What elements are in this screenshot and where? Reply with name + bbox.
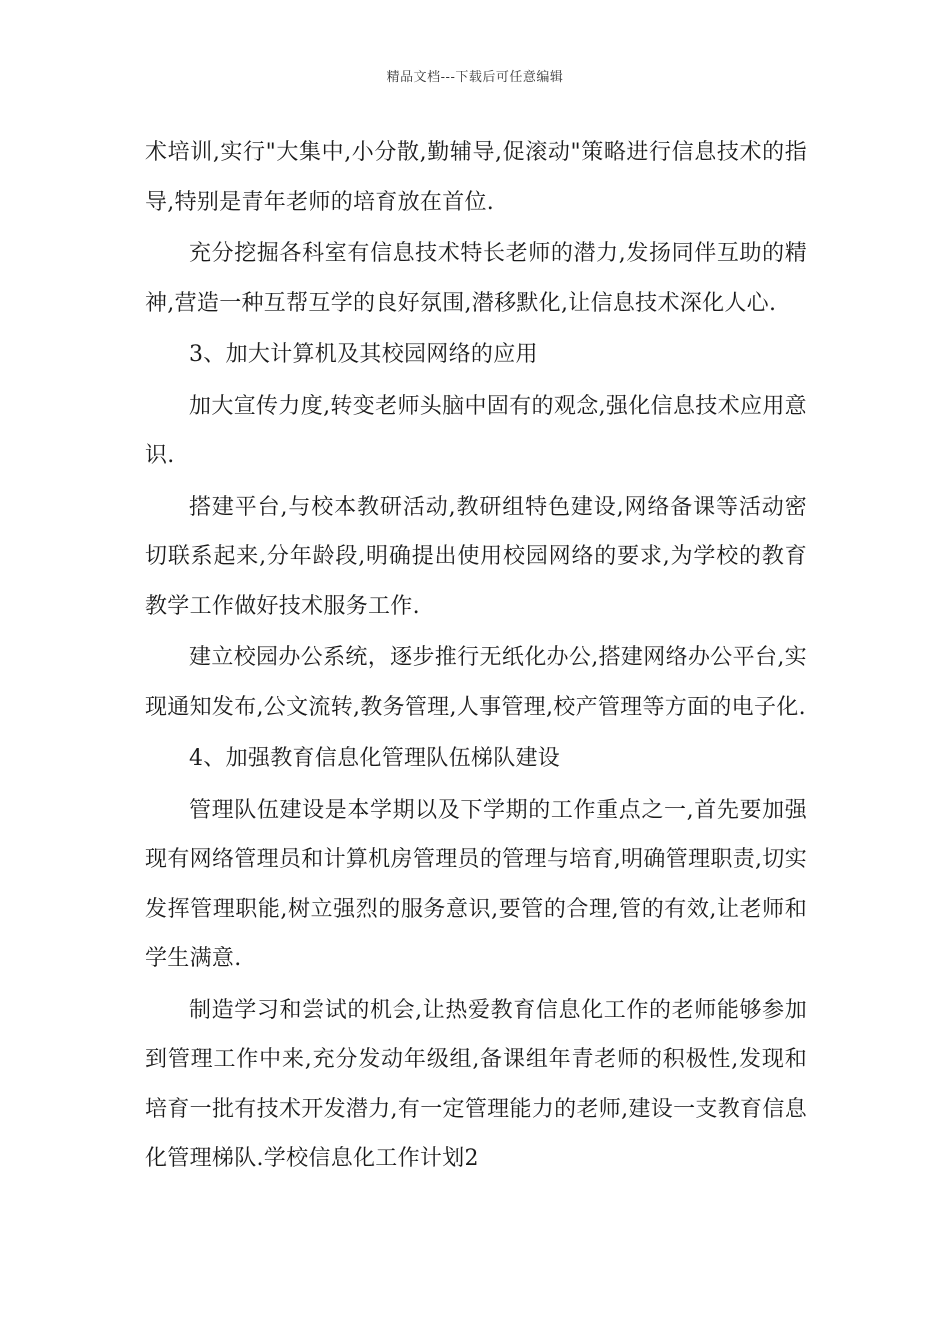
section-heading: 4、加强教育信息化管理队伍梯队建设: [189, 746, 561, 771]
section-heading: 3、加大计算机及其校园网络的应用: [189, 342, 538, 367]
paragraph: 建立校园办公系统，逐步推行无纸化办公,搭建网络办公平台,实现通知发布,公文流转,教务管理,人事管理,校产管理等方面的电子化.: [145, 645, 807, 720]
paragraph: 搭建平台,与校本教研活动,教研组特色建设,网络备课等活动密切联系起来,分年龄段,明确提出使用校园网络的要求,为学校的教育教学工作做好技术服务工作.: [145, 494, 807, 619]
document-body: [145, 128, 807, 1186]
paragraph: 充分挖掘各科室有信息技术特长老师的潜力,发扬同伴互助的精神,营造一种互帮互学的良好氛围,潜移默化,让信息技术深化人心.: [145, 241, 807, 316]
page-header: 精品文档---下载后可任意编辑: [386, 70, 564, 85]
paragraph-continuation: 术培训,实行"大集中,小分散,勤辅导,促滚动"策略进行信息技术的指导,特别是青年老师的培育放在首位.: [145, 140, 807, 215]
paragraph: 制造学习和尝试的机会,让热爱教育信息化工作的老师能够参加到管理工作中来,充分发动年级组,备课组年青老师的积极性,发现和培育一批有技术开发潜力,有一定管理能力的老师,建设一支教育信息化管理梯队.学校信息化工作计划2: [145, 997, 807, 1171]
paragraph: 加大宣传力度,转变老师头脑中固有的观念,强化信息技术应用意识.: [145, 393, 807, 468]
paragraph: 管理队伍建设是本学期以及下学期的工作重点之一,首先要加强现有网络管理员和计算机房管理员的管理与培育,明确管理职责,切实发挥管理职能,树立强烈的服务意识,要管的合理,管的有效,让老师和学生满意.: [145, 797, 807, 971]
